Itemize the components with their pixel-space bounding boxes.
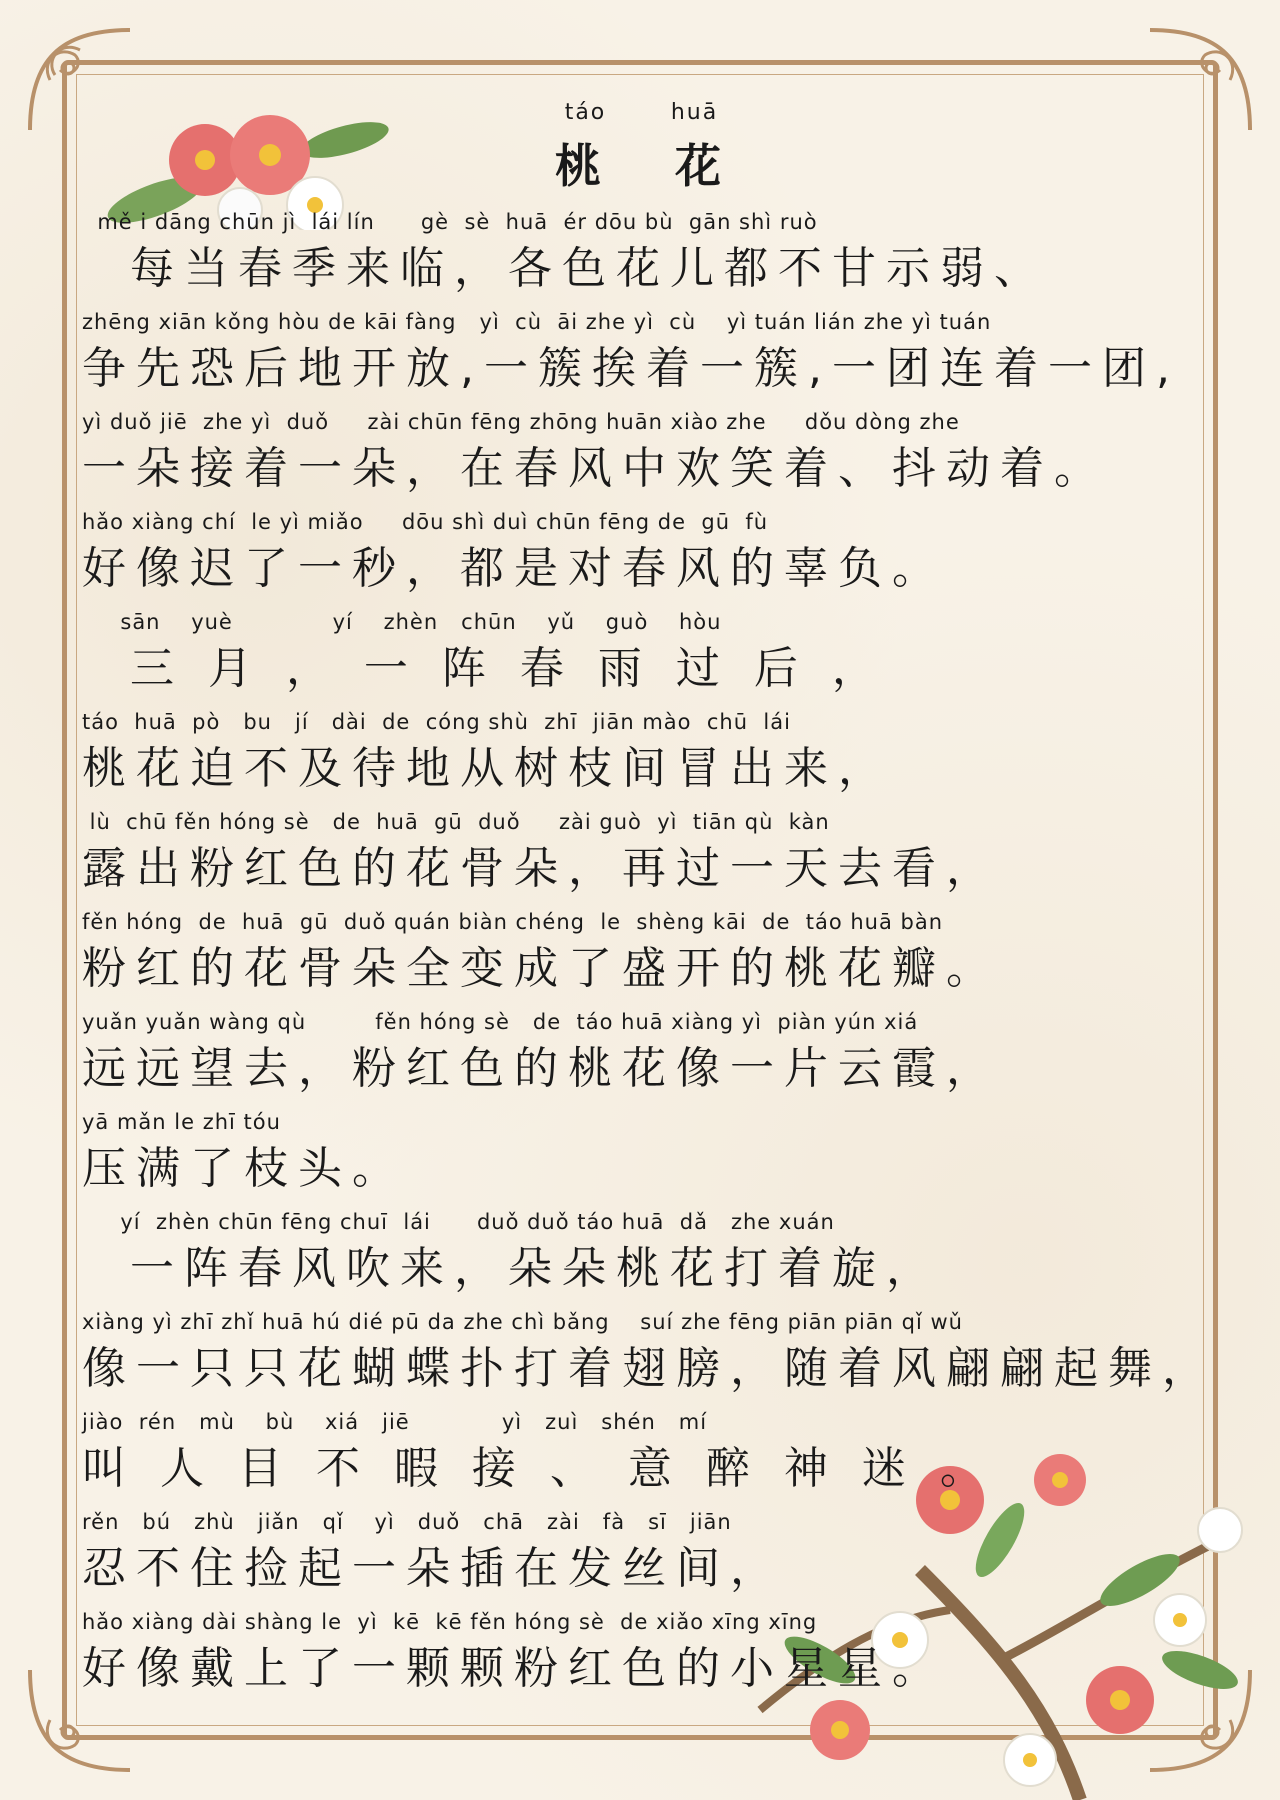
text-line bbox=[82, 705, 1212, 805]
text-line bbox=[82, 1405, 1212, 1505]
pinyin-row: sān yuè yí zhèn chūn yǔ guò hòu bbox=[82, 610, 722, 634]
text-line bbox=[82, 1005, 1212, 1105]
pinyin-row: fěn hóng de huā gū duǒ quán biàn chéng le shèng kāi de táo huā bàn bbox=[82, 910, 944, 934]
title-char-1: 桃 bbox=[554, 139, 605, 193]
hanzi-row: 忍不住捡起一朵插在发丝间， bbox=[82, 1543, 784, 1594]
hanzi-row: 好像戴上了一颗颗粉红色的小星星。 bbox=[82, 1643, 946, 1694]
hanzi-row: 好像迟了一秒，都是对春风的辜负。 bbox=[82, 543, 946, 594]
text-line bbox=[82, 1505, 1212, 1605]
pinyin-row: táo huā pò bu jí dài de cóng shù zhī jiān mào chū lái bbox=[82, 710, 791, 734]
hanzi-row: 三 月 ， 一 阵 春 雨 过 后 ， bbox=[82, 643, 886, 694]
hanzi-row: 一阵春风吹来，朵朵桃花打着旋， bbox=[82, 1243, 940, 1294]
hanzi-row: 一朵接着一朵，在春风中欢笑着、抖动着。 bbox=[82, 443, 1108, 494]
pinyin-row: mě i dāng chūn jì lái lín gè sè huā ér dōu bù gān shì ruò bbox=[82, 210, 818, 234]
text-line bbox=[82, 905, 1212, 1005]
text-line bbox=[82, 205, 1212, 305]
text-line bbox=[82, 1105, 1212, 1205]
pinyin-row: xiàng yì zhī zhǐ huā hú dié pū da zhe chì bǎng suí zhe fēng piān piān qǐ wǔ bbox=[82, 1310, 963, 1334]
hanzi-row: 争先恐后地开放,一簇挨着一簇,一团连着一团, bbox=[82, 343, 1180, 394]
text-line bbox=[82, 1205, 1212, 1305]
title-pinyin-1: táo bbox=[564, 100, 607, 125]
hanzi-row: 像一只只花蝴蝶扑打着翅膀，随着风翩翩起舞， bbox=[82, 1343, 1216, 1394]
text-line bbox=[82, 805, 1212, 905]
pinyin-row: yí zhèn chūn fēng chuī lái duǒ duǒ táo huā dǎ zhe xuán bbox=[82, 1210, 835, 1234]
title-block bbox=[0, 100, 1280, 196]
pinyin-row: jiào rén mù bù xiá jiē yì zuì shén mí bbox=[82, 1410, 708, 1434]
pinyin-row: zhēng xiān kǒng hòu de kāi fàng yì cù āi zhe yì cù yì tuán lián zhe yì tuán bbox=[82, 310, 992, 334]
pinyin-row: hǎo xiàng dài shàng le yì kē kē fěn hóng sè de xiǎo xīng xīng bbox=[82, 1610, 818, 1634]
hanzi-row: 每当春季来临，各色花儿都不甘示弱、 bbox=[82, 243, 1048, 294]
text-line bbox=[82, 605, 1212, 705]
title-pinyin-2: huā bbox=[670, 100, 719, 125]
hanzi-row: 叫 人 目 不 暇 接 、 意 醉 神 迷 。 bbox=[82, 1443, 994, 1494]
pinyin-row: hǎo xiàng chí le yì miǎo dōu shì duì chūn fēng de gū fù bbox=[82, 510, 769, 534]
hanzi-row: 露出粉红色的花骨朵，再过一天去看， bbox=[82, 843, 1000, 894]
text-line bbox=[82, 405, 1212, 505]
hanzi-row: 远远望去，粉红色的桃花像一片云霞， bbox=[82, 1043, 1000, 1094]
title-char-2: 花 bbox=[675, 139, 725, 193]
pinyin-row: lù chū fěn hóng sè de huā gū duǒ zài guò yì tiān qù kàn bbox=[82, 810, 830, 834]
title-pinyin bbox=[0, 100, 1280, 130]
text-line bbox=[82, 505, 1212, 605]
hanzi-row: 压满了枝头。 bbox=[82, 1143, 406, 1194]
pinyin-row: yì duǒ jiē zhe yì duǒ zài chūn fēng zhōng huān xiào zhe dǒu dòng zhe bbox=[82, 410, 960, 434]
hanzi-row: 粉红的花骨朵全变成了盛开的桃花瓣。 bbox=[82, 943, 1000, 994]
pinyin-row: rěn bú zhù jiǎn qǐ yì duǒ chā zài fà sī jiān bbox=[82, 1510, 732, 1534]
text-line bbox=[82, 1605, 1212, 1705]
text-line bbox=[82, 305, 1212, 405]
hanzi-row: 桃花迫不及待地从树枝间冒出来， bbox=[82, 743, 892, 794]
page-title bbox=[0, 130, 1280, 196]
pinyin-row: yā mǎn le zhī tóu bbox=[82, 1110, 281, 1134]
poem-body bbox=[82, 205, 1216, 1705]
pinyin-row: yuǎn yuǎn wàng qù fěn hóng sè de táo huā xiàng yì piàn yún xiá bbox=[82, 1010, 919, 1034]
text-line bbox=[82, 1305, 1216, 1405]
